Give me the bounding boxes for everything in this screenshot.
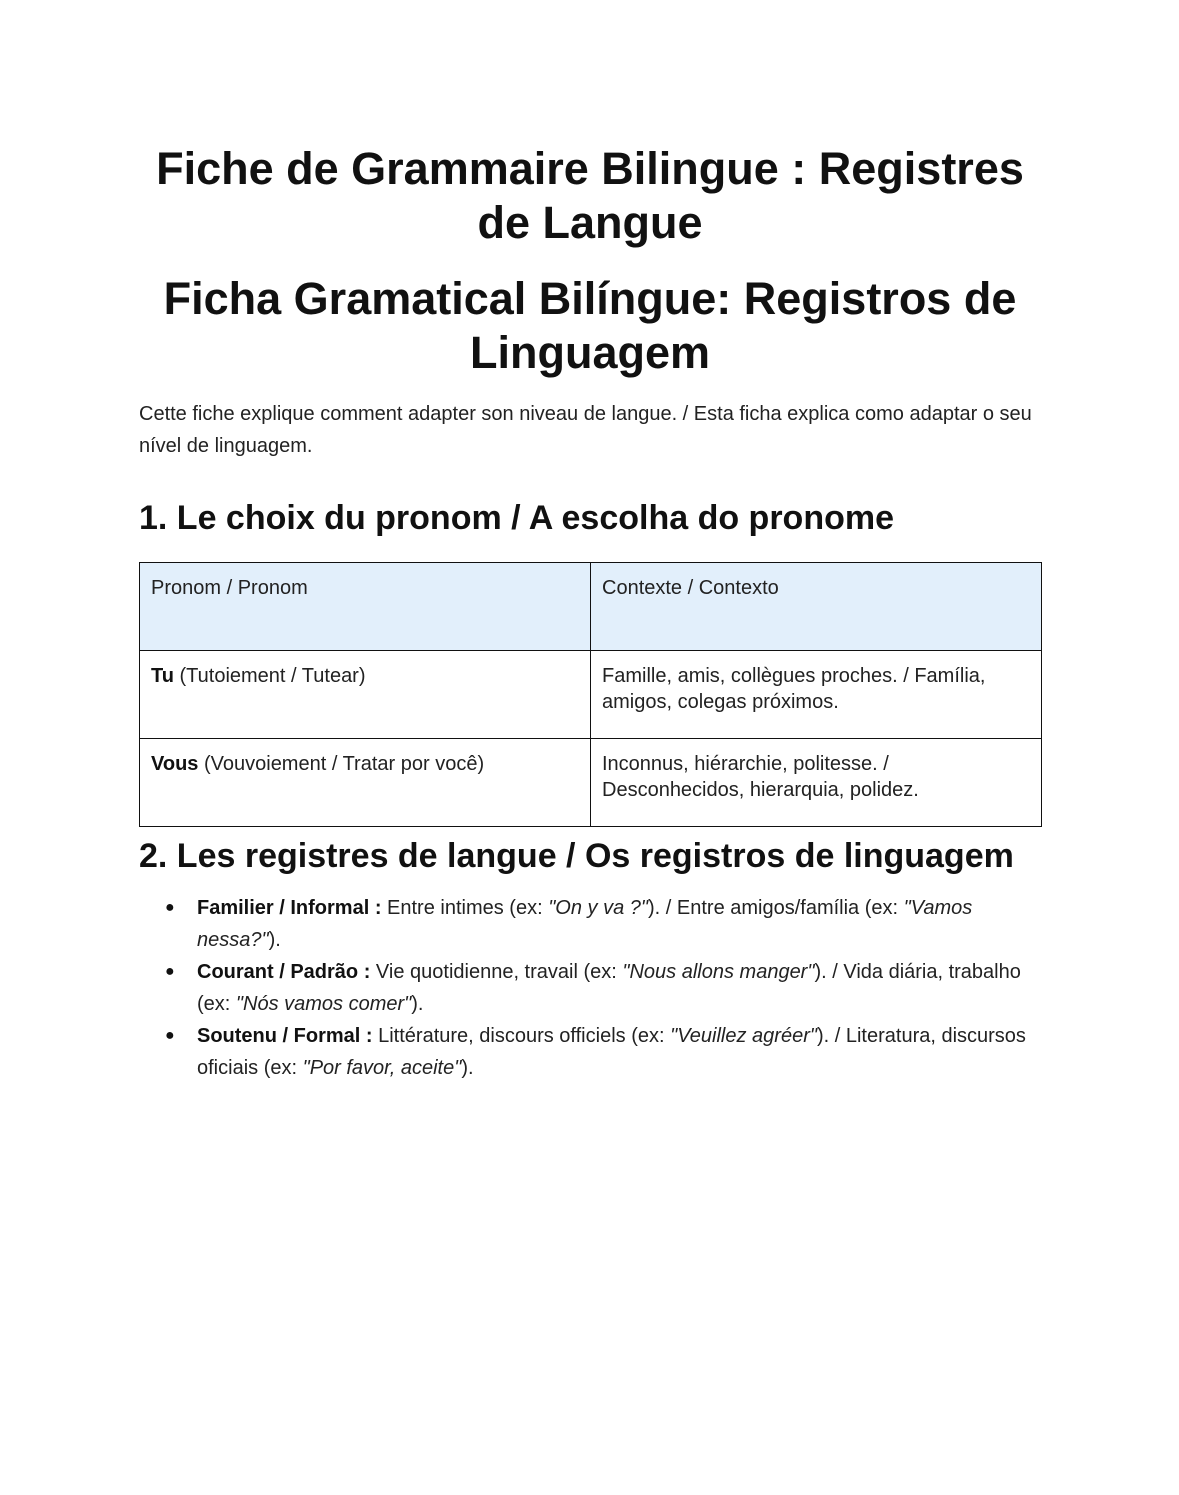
section-2-heading: 2. Les registres de langue / Os registros de linguagem xyxy=(139,837,1014,875)
table-header-cell-context: Contexte / Contexto xyxy=(591,563,1042,651)
bullet-icon: ● xyxy=(165,899,175,916)
table-cell-context: Inconnus, hiérarchie, politesse. / Desconhecidos, hierarquia, polidez. xyxy=(591,739,1042,827)
table-cell-pronoun xyxy=(140,739,591,827)
bullet-icon: ● xyxy=(165,963,175,980)
list-item xyxy=(139,956,1041,1020)
document-page xyxy=(139,142,1041,1084)
list-item xyxy=(139,892,1041,956)
register-text: ). / Vida diária, trabalho (ex: xyxy=(197,961,1021,1015)
pronoun-term: Vous xyxy=(151,753,199,775)
table-header-row xyxy=(140,563,1042,651)
register-text: ). xyxy=(411,993,424,1015)
table-cell-context: Famille, amis, collègues proches. / Família, amigos, colegas próximos. xyxy=(591,651,1042,739)
title-portuguese: Ficha Gramatical Bilíngue: Registros de Linguagem xyxy=(163,273,1017,378)
title-french: Fiche de Grammaire Bilingue : Registres de Langue xyxy=(156,143,1024,248)
bullet-icon: ● xyxy=(165,1027,175,1044)
list-item xyxy=(139,1020,1041,1084)
register-text: ). xyxy=(461,1057,474,1079)
register-label: Familier / Informal : xyxy=(197,897,382,919)
pronoun-detail: (Vouvoiement / Tratar por você) xyxy=(198,753,485,775)
table-header-cell-pronoun: Pronom / Pronom xyxy=(140,563,591,651)
register-label: Soutenu / Formal : xyxy=(197,1025,373,1047)
register-example: "Nous allons manger" xyxy=(622,961,815,983)
register-example: "Por favor, aceite" xyxy=(302,1057,462,1079)
pronoun-detail: (Tutoiement / Tutear) xyxy=(173,665,366,687)
table-cell-pronoun xyxy=(140,651,591,739)
pronoun-table xyxy=(139,562,1042,827)
register-text: ). / Literatura, discursos oficiais (ex: xyxy=(197,1025,1026,1079)
table-row xyxy=(140,651,1042,739)
register-list xyxy=(139,892,1041,1084)
section-1-heading: 1. Le choix du pronom / A escolha do pronome xyxy=(139,499,895,537)
register-text: Vie quotidienne, travail (ex: xyxy=(370,961,623,983)
register-example: "Vamos nessa?" xyxy=(197,897,973,951)
table-row xyxy=(140,739,1042,827)
register-text: Littérature, discours officiels (ex: xyxy=(372,1025,671,1047)
register-text: ). xyxy=(268,929,281,951)
register-label: Courant / Padrão : xyxy=(197,961,371,983)
intro-paragraph: Cette fiche explique comment adapter son niveau de langue. / Esta ficha explica como adaptar o seu nível de linguagem. xyxy=(139,403,1032,457)
register-example: "On y va ?" xyxy=(548,897,648,919)
register-example: "Veuillez agréer" xyxy=(670,1025,817,1047)
pronoun-term: Tu xyxy=(151,665,174,687)
register-text: ). / Entre amigos/família (ex: xyxy=(648,897,904,919)
register-example: "Nós vamos comer" xyxy=(235,993,412,1015)
register-text: Entre intimes (ex: xyxy=(381,897,549,919)
